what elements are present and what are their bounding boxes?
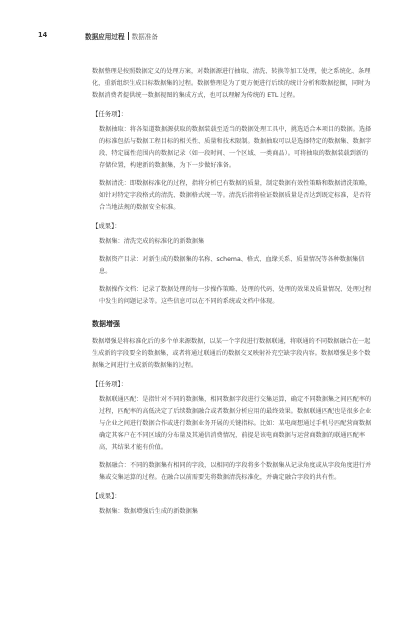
section-heading: 数据增强: [92, 320, 120, 328]
task-item: 数据清洗：即数据标准化的过程，指将分析已有数据的质量，制定数据有效性策略和数据清洗策略，如针对特定字段格式的清洗、数据格式统一等。清洗后指将验证数据质量是否达到既定标准，是否符合当地法规的数据安全标准。: [99, 180, 372, 211]
result-item: 数据集：数据增强后生成的新数据集: [99, 508, 198, 515]
running-title: [85, 31, 158, 41]
page-content: [92, 66, 372, 524]
section-intro-paragraph: 数据增强是将标准化后的多个单来源数据，以某一个字段进行数据联通，将联通的不同数据融合在一起生成新的字段要全的数据集，或者将通过联通后的数据交叉映射补充空缺字段内容。数据增强是多个数据集之间进行主成新的数据集的过程。: [92, 338, 371, 369]
result-label: 【成果】：: [92, 492, 121, 500]
result-label: 【成果】：: [92, 222, 121, 230]
header-divider: [128, 32, 129, 40]
task-item: 数据抽取：将各渠道数据源获取的数据装载至适当的数据处理工具中，挑选适合本项目的数据。选择的标准包括与数据工程目标的相关性、质量和技术限制。数据抽取可以是选择特定的数据集、数据字段、特定属性范围内的数据记录（如一段时间、一个区域、一类商品）。可将抽取的数据装载到新的存储位置，构建新的数据集，为下一步做好准备。: [99, 126, 372, 169]
chapter-name: 数据准备: [131, 33, 158, 41]
task-item: 数据融合：不同的数据集有相同的字段，以相同的字段将多个数据集从记录角度或从字段角度进行并集或交集运算的过程。在融合以前需要先将数据清洗标准化，并确定融合字段的共有性。: [99, 462, 372, 481]
result-item: 数据操作文档：记录了数据处理的每一步操作策略、处理的代码、处理的效果及质量情况、处理过程中发生的问题记录等。这些信息可以在不同的系统或文档中体现。: [99, 286, 372, 305]
result-item: 数据集：清洗完成的标准化的新数据集: [99, 238, 205, 245]
page-number: 14: [38, 31, 48, 39]
intro-paragraph: 数据整理是按照数据定义的处理方案，对数据源进行抽取、清洗、转换等加工处理，使之系统化、条理化，重新组织生成目标数据集的过程。数据整理是为了更方便进行后续的统计分析和数据挖掘，同时为数据消费者提供统一数据视图的集成方式，也可以理解为传统的 ETL 过程。: [92, 68, 371, 99]
task-label: 【任务项】：: [92, 110, 128, 118]
task-item: 数据联通匹配：是指针对不同的数据集，相同数据字段进行交集运算，确定不同数据集之间匹配率的过程，匹配率的高低决定了后续数据融合或者数据分析应用的最终效果。数据联通匹配也是很多企业与企业之间进行数据合作或进行数据业务开展的关键指标。比如：某电商想通过手机号匹配营商数据确定其客户在不同区域的分布量及其通信消费情况，前提是该电商数据与运营商数据的联通匹配率高，其结果才能有价值。: [99, 396, 372, 451]
task-label: 【任务项】：: [92, 380, 128, 388]
book-title: 数据应用过程: [85, 33, 125, 41]
page-header: [0, 0, 413, 41]
result-item: 数据资产目录：对新生成的数据集的名称、schema、格式、血缘关系、质量情况等各种数据集信息。: [99, 256, 365, 275]
